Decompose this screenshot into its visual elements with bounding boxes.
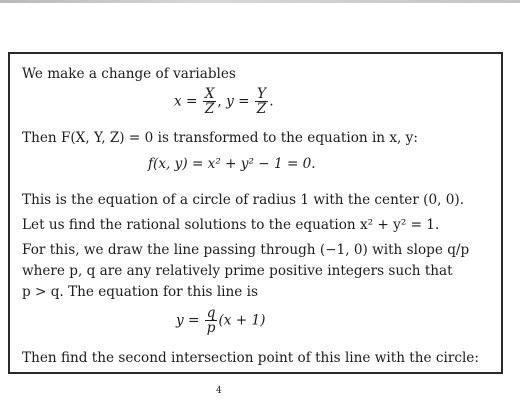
eq1-x-lhs: x	[174, 93, 182, 110]
eq3-numerator: q	[206, 305, 216, 321]
top-edge-line	[0, 0, 520, 3]
text-line-relatively-prime: where p, q are any relatively prime positive integers such that	[22, 263, 453, 279]
equation-change-of-variables: x = $\frac{X}{Z}$ , y = $\frac{Y}{Z}$ .	[174, 86, 274, 118]
eq1-y-denominator: Z	[256, 101, 267, 118]
text-line-rational-solutions: Let us find the rational solutions to the equation x² + y² = 1.	[22, 217, 440, 233]
equation-line: y = $\frac{q}{p}$ (x + 1)	[176, 305, 266, 337]
eq3-lhs: y	[176, 312, 184, 329]
text-line-draw-line: For this, we draw the line passing through (−1, 0) with slope q/p	[22, 242, 470, 258]
eq1-y-fraction	[255, 87, 268, 117]
text-line-second-intersection: Then find the second intersection point of this line with the circle:	[22, 350, 479, 366]
equation-circle: f(x, y) = x² + y² − 1 = 0.	[148, 156, 316, 172]
eq3-fraction	[205, 306, 218, 336]
text-line-equation-intro: p > q. The equation for this line is	[22, 284, 258, 300]
eq1-y-lhs: y	[226, 93, 234, 110]
eq3-rhs: (x + 1)	[218, 312, 266, 329]
eq3-denominator: p	[206, 320, 216, 337]
eq1-x-denominator: Z	[204, 101, 215, 118]
text-line-change-of-variables: We make a change of variables	[22, 66, 236, 82]
eq1-y-numerator: Y	[255, 87, 268, 102]
text-line-transformed: Then F(X, Y, Z) = 0 is transformed to the equation in x, y:	[22, 130, 418, 146]
text-line-circle-radius: This is the equation of a circle of radius 1 with the center (0, 0).	[22, 192, 465, 208]
eq1-x-fraction	[203, 87, 217, 117]
page-number: 4	[216, 386, 222, 396]
eq1-x-numerator: X	[204, 86, 215, 102]
